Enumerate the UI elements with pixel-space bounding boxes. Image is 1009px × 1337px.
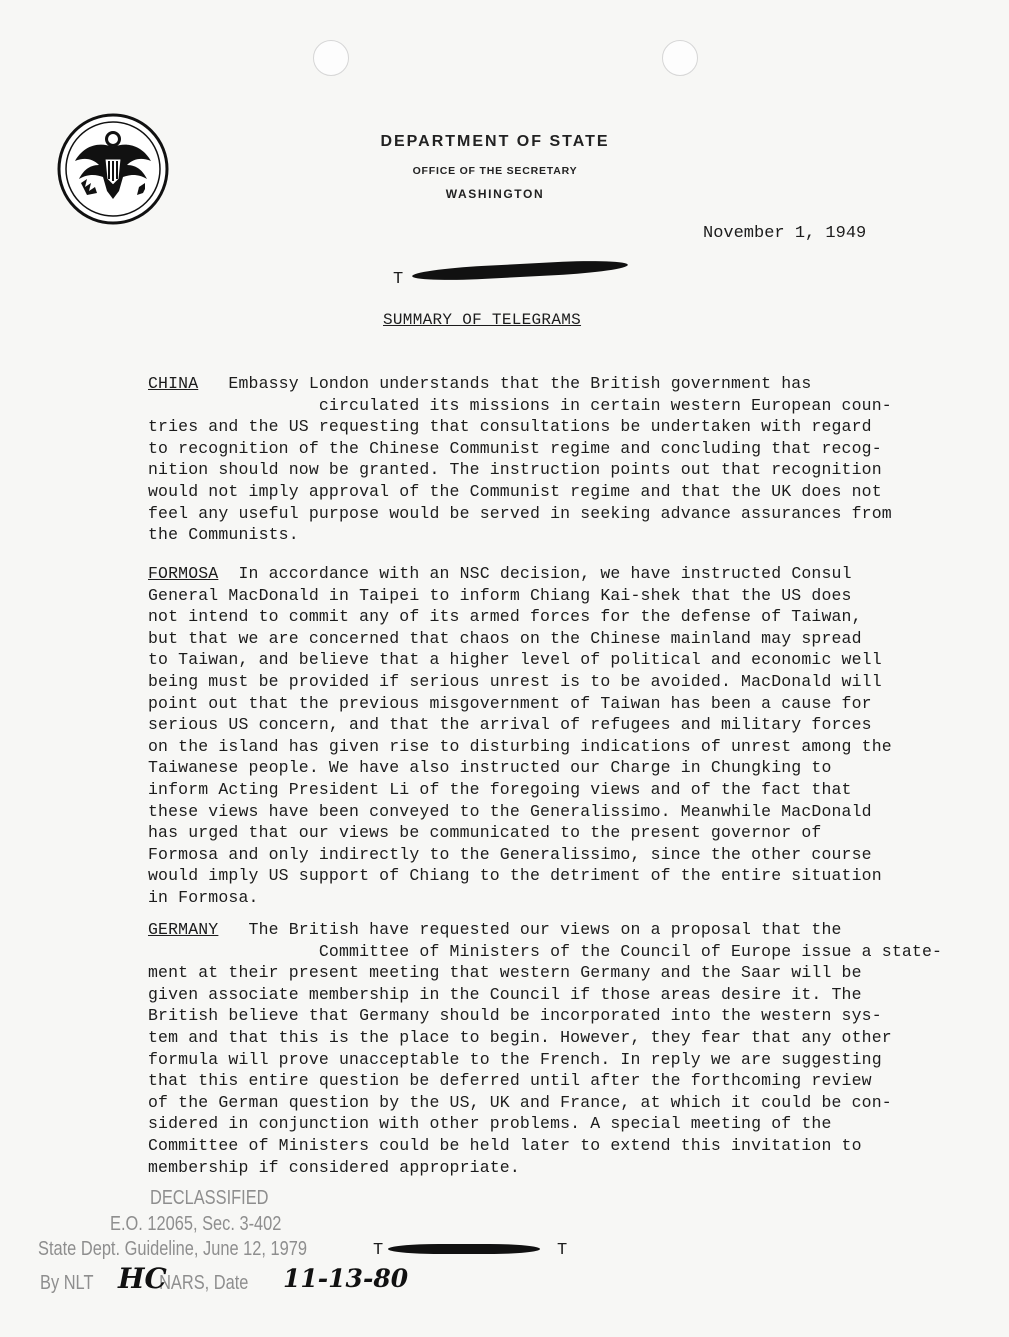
section-first-line: Embassy London understands that the British government has: [198, 374, 812, 393]
handwritten-initials: HC: [118, 1262, 167, 1295]
punch-hole-right: [662, 40, 698, 76]
section-first-line: The British have requested our views on a proposal that the: [218, 920, 842, 939]
executive-order-line: E.O. 12065, Sec. 3-402: [110, 1213, 282, 1235]
city-name: WASHINGTON: [445, 187, 545, 201]
handwritten-date: 11-13-80: [283, 1264, 409, 1293]
redaction-mark-bottom: [388, 1244, 540, 1254]
nars-date-label: NARS, Date: [159, 1272, 249, 1294]
punch-hole-left: [313, 40, 349, 76]
office-name: OFFICE OF THE SECRETARY: [412, 165, 578, 177]
department-seal-icon: [57, 113, 169, 225]
department-name: DEPARTMENT OF STATE: [380, 133, 610, 150]
section-heading: CHINA: [148, 374, 199, 393]
section-first-line: In accordance with an NSC decision, we have instructed Consul: [218, 564, 852, 583]
guideline-line: State Dept. Guideline, June 12, 1979: [38, 1238, 307, 1260]
classification-bottom-first: T: [373, 1241, 384, 1260]
document-title: SUMMARY OF TELEGRAMS: [383, 311, 582, 329]
declassified-stamp: DECLASSIFIED: [150, 1187, 269, 1209]
section-heading: FORMOSA: [148, 564, 219, 583]
section-body: circulated its missions in certain western European coun- tries and the US requesting that consultations be undertaken with regard to recognition of the Chinese Communist regime and concluding that recog- nition should now be granted. The instruction points out that recognition would not imply approval of the Communist regime and that the UK does not feel any useful purpose would be served in seeking advance assurances from the Communists.: [148, 395, 892, 545]
section-heading: GERMANY: [148, 920, 219, 939]
section-formosa: [148, 563, 948, 909]
classification-bottom-last: T: [557, 1241, 568, 1260]
by-prefix: By NLT: [40, 1272, 94, 1294]
section-body: Committee of Ministers of the Council of Europe issue a state- ment at their present meeting that western Germany and the Saar will be given associate membership in the Council if those areas desire it. The British believe that Germany should be incorporated into the western sys- tem and that this is the place to begin. However, they fear that any other formula will prove unacceptable to the French. In reply we are suggesting that this entire question be deferred until after the forthcoming review of the German question by the US, UK and France, at which it could be con- sidered in conjunction with other problems. A special meeting of the Committee of Ministers could be held later to extend this invitation to membership if considered appropriate.: [148, 941, 943, 1177]
section-body: General MacDonald in Taipei to inform Chiang Kai-shek that the US does not intend to commit any of its armed forces for the defense of Taiwan, but that we are concerned that chaos on the Chinese mainland may spread to Taiwan, and believe that a higher level of political and economic well being must be provided if serious unrest is to be avoided. MacDonald will point out that the previous misgovernment of Taiwan has been a cause for serious US concern, and that the arrival of refugees and military forces on the island has given rise to disturbing indications of unrest among the Taiwanese people. We have also instructed our Charge in Chungking to inform Acting President Li of the foregoing views and of the fact that these views have been conveyed to the Generalissimo. Meanwhile MacDonald has urged that our views be communicated to the present governor of Formosa and only indirectly to the Generalissimo, since the other course would imply US support of Chiang to the detriment of the entire situation in Formosa.: [148, 585, 892, 907]
redaction-mark-top: [412, 258, 628, 282]
document-date: November 1, 1949: [703, 224, 867, 243]
section-germany: [148, 919, 948, 1178]
classification-top: T: [393, 270, 404, 289]
section-china: [148, 373, 948, 546]
